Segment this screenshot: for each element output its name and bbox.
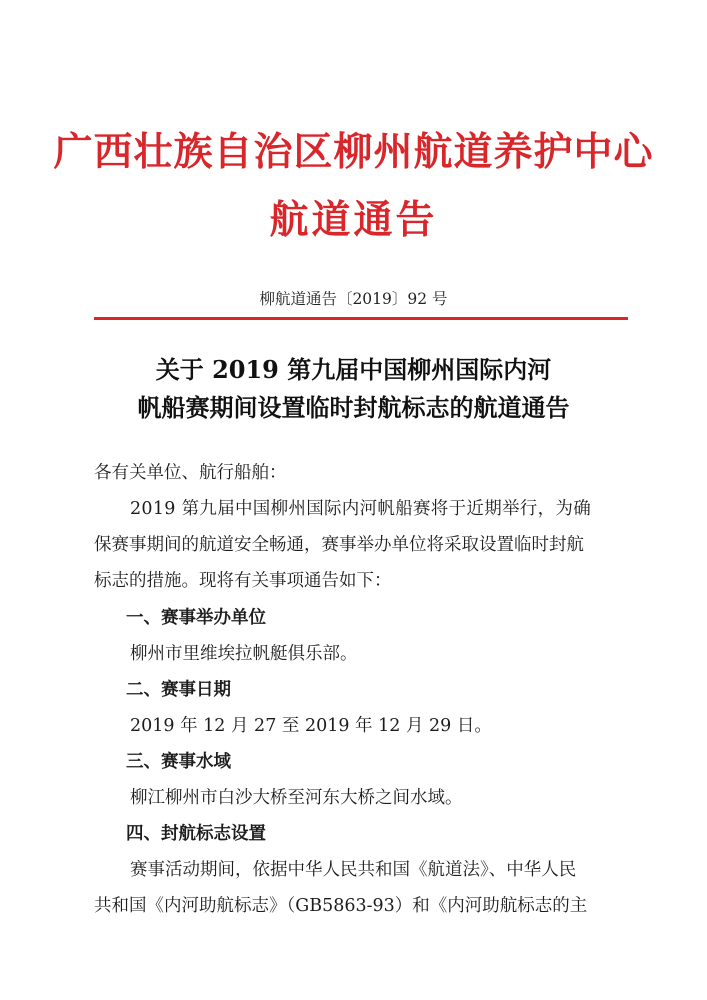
red-divider-line: [94, 317, 628, 320]
section-text: 赛事活动期间，依据中华人民共和国《航道法》、中华人民: [130, 860, 577, 880]
section-heading: 一、赛事举办单位: [126, 608, 266, 628]
section-heading: 四、封航标志设置: [126, 824, 266, 844]
section-heading: 三、赛事水域: [126, 752, 231, 772]
document-type-title: 航道通告: [269, 197, 438, 243]
document-number: 柳航道通告〔2019〕92 号: [259, 290, 448, 308]
section-text: 共和国《内河助航标志》（GB5863-93）和《内河助航标志的主: [94, 896, 588, 916]
intro-line: 标志的措施。现将有关事项通告如下：: [94, 571, 392, 591]
notice-title-line-2: 帆船赛期间设置临时封航标志的航道通告: [137, 393, 570, 422]
section-heading: 二、赛事日期: [126, 680, 231, 700]
issuing-organization-title: 广西壮族自治区柳州航道养护中心: [53, 129, 654, 175]
section-text: 2019 年 12 月 27 至 2019 年 12 月 29 日。: [130, 716, 492, 736]
section-text: 柳州市里维埃拉帆艇俱乐部。: [130, 644, 358, 664]
intro-line: 2019 第九届中国柳州国际内河帆船赛将于近期举行，为确: [130, 499, 591, 519]
section-text: 柳江柳州市白沙大桥至河东大桥之间水域。: [130, 788, 463, 808]
notice-title-line-1: 关于 2019 第九届中国柳州国际内河: [155, 355, 552, 384]
salutation: 各有关单位、航行船舶：: [94, 463, 287, 483]
intro-line: 保赛事期间的航道安全畅通，赛事举办单位将采取设置临时封航: [94, 535, 584, 555]
